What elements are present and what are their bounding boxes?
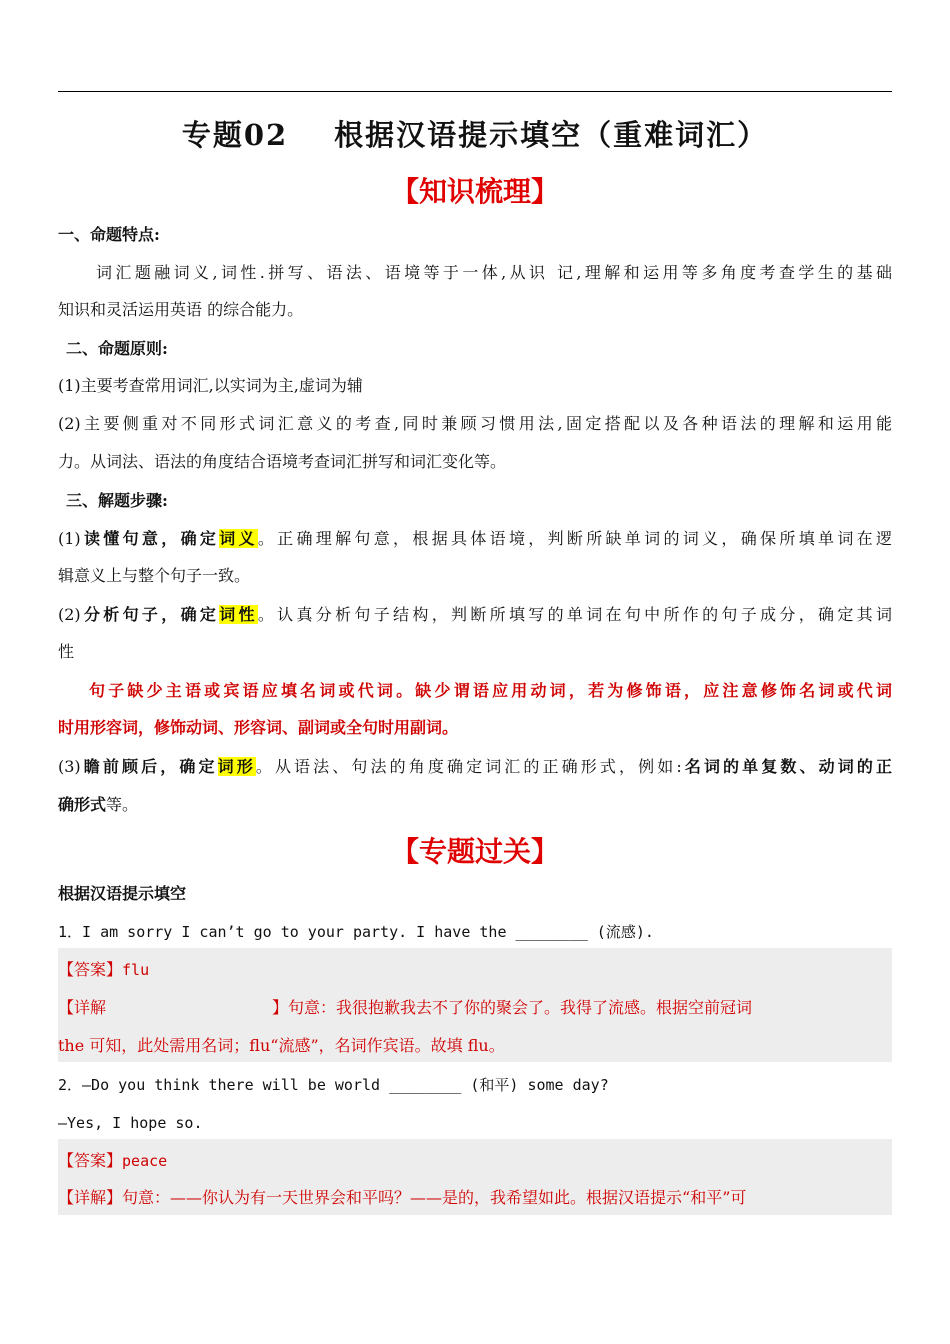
question-2-reply: —Yes, I hope so. [58,1114,203,1132]
answer-1-label: 【答案】 [58,960,123,979]
detail-1-label: 【详解 [58,998,107,1017]
answer-2 [58,1151,892,1171]
title-topic-number: 专题02 [181,118,289,152]
principles-item1: (1)主要考查常用词汇,以实词为主,虚词为辅 [58,376,363,395]
principles-heading: 二、命题原则: [66,339,168,358]
features-paragraph-line1: 词汇题融词义,词性.拼写、语法、语境等于一体,从识 记,理解和运用等多角度考查学生的基础 [96,263,892,282]
detail-1-label-close: 】 [272,998,289,1017]
section-heading-exercises: 【专题过关】 [390,835,559,868]
step2-line1 [58,605,892,625]
principles-item2-line1: (2)主要侧重对不同形式词汇意义的考查,同时兼顾习惯用法,固定搭配以及各种语法的理解和运用能 [58,414,892,433]
step2-title: 分析句子，确定 [80,605,220,624]
answer-2-label: 【答案】 [58,1151,123,1170]
features-paragraph-line2: 知识和灵活运用英语 的综合能力。 [58,300,304,319]
step2-note-line2: 时用形容词，修饰动词、形容词、副词或全句时用副词。 [58,718,459,737]
step3-highlight: 词形 [217,757,256,776]
step1-line2: 辑意义上与整个句子一致。 [58,566,251,585]
step3-bold-text: 名词的单复数、动词的正 [681,757,892,776]
step2-line2: 性 [58,642,75,661]
step3-line1 [58,757,892,777]
step3-text-end: 等。 [106,795,139,814]
step2-highlight: 词性 [219,605,258,624]
answer-2-value: peace [122,1152,168,1170]
detail-2-line1 [58,1188,892,1208]
title-topic-name: 根据汉语提示填空（重难词汇） [334,118,769,152]
detail-2-label: 【详解】 [58,1188,123,1207]
features-heading: 一、命题特点: [58,225,160,244]
answer-1-value: flu [122,961,150,979]
detail-1-text: 句意：我很抱歉我去不了你的聚会了。我得了流感。根据空前冠词 [288,998,753,1017]
question-1: 1．I am sorry I can’t go to your party. I have the ________ (流感). [58,923,654,941]
step1-line1 [58,529,892,549]
page-title [0,113,950,154]
step1-highlight: 词义 [219,529,258,548]
answer-1 [58,960,892,980]
step3-bold-end: 确形式 [58,795,107,814]
step1-number: (1) [58,529,81,548]
step1-title: 读懂句意，确定 [80,529,220,548]
step3-title: 瞻前顾后，确定 [80,757,218,776]
exercise-heading: 根据汉语提示填空 [58,884,187,903]
step2-text: 。认真分析句子结构，判断所填写的单词在句中所作的句子成分，确定其词 [257,605,892,624]
header-rule [58,91,892,92]
step1-text: 。正确理解句意，根据具体语境，判断所缺单词的词义，确保所填单词在逻 [257,529,892,548]
step3-text: 。从语法、句法的角度确定词汇的正确形式，例如: [255,757,682,776]
principles-item2-line2: 力。从词法、语法的角度结合语境考查词汇拼写和词汇变化等。 [58,452,507,471]
step3-number: (3) [58,757,81,776]
detail-1-line1 [58,998,892,1018]
step3-line2 [58,795,892,815]
steps-heading: 三、解题步骤: [66,491,168,510]
detail-2-text: 句意：——你认为有一天世界会和平吗？——是的，我希望如此。根据汉语提示“和平”可 [122,1188,747,1207]
section-heading-knowledge: 【知识梳理】 [390,175,559,208]
step2-note-line1: 句子缺少主语或宾语应填名词或代词。缺少谓语应用动词，若为修饰语，应注意修饰名词或代词 [89,681,892,700]
question-2: 2．—Do you think there will be world ________ (和平) some day? [58,1076,609,1094]
detail-1-line2: the 可知，此处需用名词；flu“流感”，名词作宾语。故填 flu。 [58,1036,505,1055]
step2-number: (2) [58,605,81,624]
